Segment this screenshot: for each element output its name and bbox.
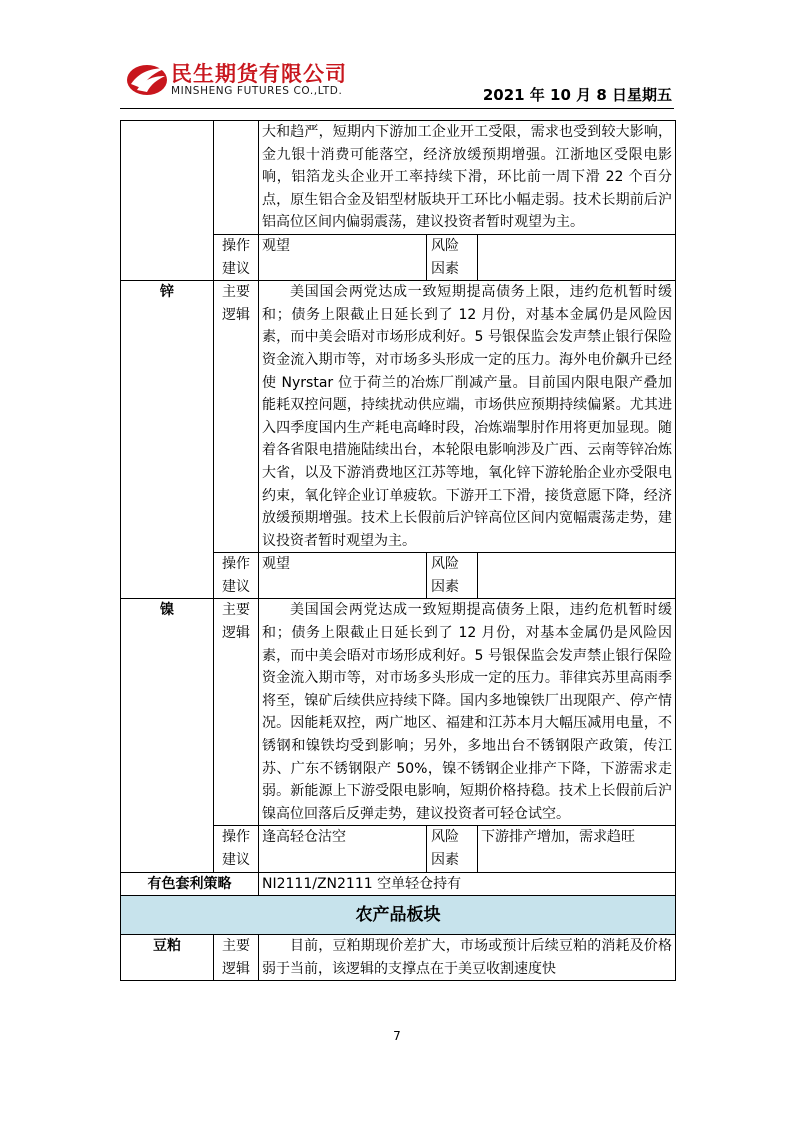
table-row xyxy=(121,872,676,896)
table-row xyxy=(121,121,676,235)
main-logic-label: 主要 逻辑 xyxy=(214,281,259,553)
table-row xyxy=(121,281,676,553)
soymeal-logic: 目前，豆粕期现价差扩大，市场或预计后续豆粕的消耗及价格弱于当前，该逻辑的支撑点在于美豆收割速度快 xyxy=(259,935,676,981)
nickel-operation: 逢高轻仓沽空 xyxy=(259,826,427,872)
zinc-operation: 观望 xyxy=(259,553,427,599)
company-name-cn: 民生期货有限公司 xyxy=(171,62,347,86)
strategy-label: 有色套利策略 xyxy=(121,872,259,896)
minsheng-logo-icon xyxy=(125,58,169,98)
strategy-table xyxy=(120,120,676,981)
nickel-risk: 下游排产增加，需求趋旺 xyxy=(478,826,676,872)
risk-label: 风险 因素 xyxy=(427,553,478,599)
category-cell-aluminum xyxy=(121,121,214,281)
aluminum-logic: 大和趋严，短期内下游加工企业开工受限，需求也受到较大影响，金九银十消费可能落空，经济放缓预期增强。江浙地区受限电影响，铝箔龙头企业开工率持续下滑，环比前一周下滑 22 个百分点，原生铝合金及铝型材版块开工环比小幅走弱。技术长期前后沪铝高位区间内偏弱震荡，建议投资者暂时观望为主。 xyxy=(259,121,676,235)
logic-label-cell xyxy=(214,121,259,235)
table-row xyxy=(121,935,676,981)
aluminum-operation: 观望 xyxy=(259,234,427,280)
operation-label: 操作 建议 xyxy=(214,826,259,872)
main-logic-label: 主要 逻辑 xyxy=(214,935,259,981)
category-nickel: 镍 xyxy=(121,599,214,872)
company-name-en: MINSHENG FUTURES CO.,LTD. xyxy=(171,85,343,97)
main-logic-label: 主要 逻辑 xyxy=(214,599,259,826)
operation-label: 操作 建议 xyxy=(214,234,259,280)
zinc-logic: 美国国会两党达成一致短期提高债务上限，违约危机暂时缓和；债务上限截止日延长到了 12 月份，对基本金属仍是风险因素，而中美会晤对市场形成利好。5 号银保监会发声禁止银行保险资金流入期市等，对市场多头形成一定的压力。海外电价飙升已经使 Nyrstar 位于荷兰的冶炼厂削减产量。目前国内限电限产叠加能耗双控问题，持续扰动供应端，市场供应预期持续偏紧。尤其进入四季度国内生产耗电高峰时段，冶炼端掣肘作用将更加显现。随着各省限电措施陆续出台，本轮限电影响涉及广西、云南等锌冶炼大省，以及下游消费地区江苏等地，氧化锌下游轮胎企业亦受限电约束，氧化锌企业订单疲软。下游开工下滑，接货意愿下降，经济放缓预期增强。技术上长假前后沪锌高位区间内宽幅震荡走势，建议投资者暂时观望为主。 xyxy=(259,281,676,553)
header-divider xyxy=(120,108,674,109)
table-row xyxy=(121,599,676,826)
category-zinc: 锌 xyxy=(121,281,214,599)
risk-label: 风险 因素 xyxy=(427,826,478,872)
risk-label: 风险 因素 xyxy=(427,234,478,280)
nickel-logic: 美国国会两党达成一致短期提高债务上限，违约危机暂时缓和；债务上限截止日延长到了 12 月份，对基本金属仍是风险因素，而中美会晤对市场形成利好。5 号银保监会发声禁止银行保险资金流入期市等，对市场多头形成一定的压力。菲律宾苏里高雨季将至，镍矿后续供应持续下降。国内多地镍铁厂出现限产、停产情况。因能耗双控，两广地区、福建和江苏本月大幅压减用电量，不锈钢和镍铁均受到影响；另外，多地出台不锈钢限产政策，传江苏、广东不锈钢限产 50%，镍不锈钢企业排产下降，下游需求走弱。新能源上下游受限电影响，短期价格持稳。技术上长假前后沪镍高位回落后反弹走势，建议投资者可轻仓试空。 xyxy=(259,599,676,826)
category-soymeal: 豆粕 xyxy=(121,935,214,981)
report-date: 2021 年 10 月 8 日星期五 xyxy=(482,86,672,104)
aluminum-risk xyxy=(478,234,676,280)
section-title: 农产品板块 xyxy=(121,896,676,935)
zinc-risk xyxy=(478,553,676,599)
page-number: 7 xyxy=(393,1029,401,1043)
operation-label: 操作 建议 xyxy=(214,553,259,599)
section-header-row xyxy=(121,896,676,935)
company-logo xyxy=(125,58,365,102)
strategy-value: NI2111/ZN2111 空单轻仓持有 xyxy=(259,872,676,896)
